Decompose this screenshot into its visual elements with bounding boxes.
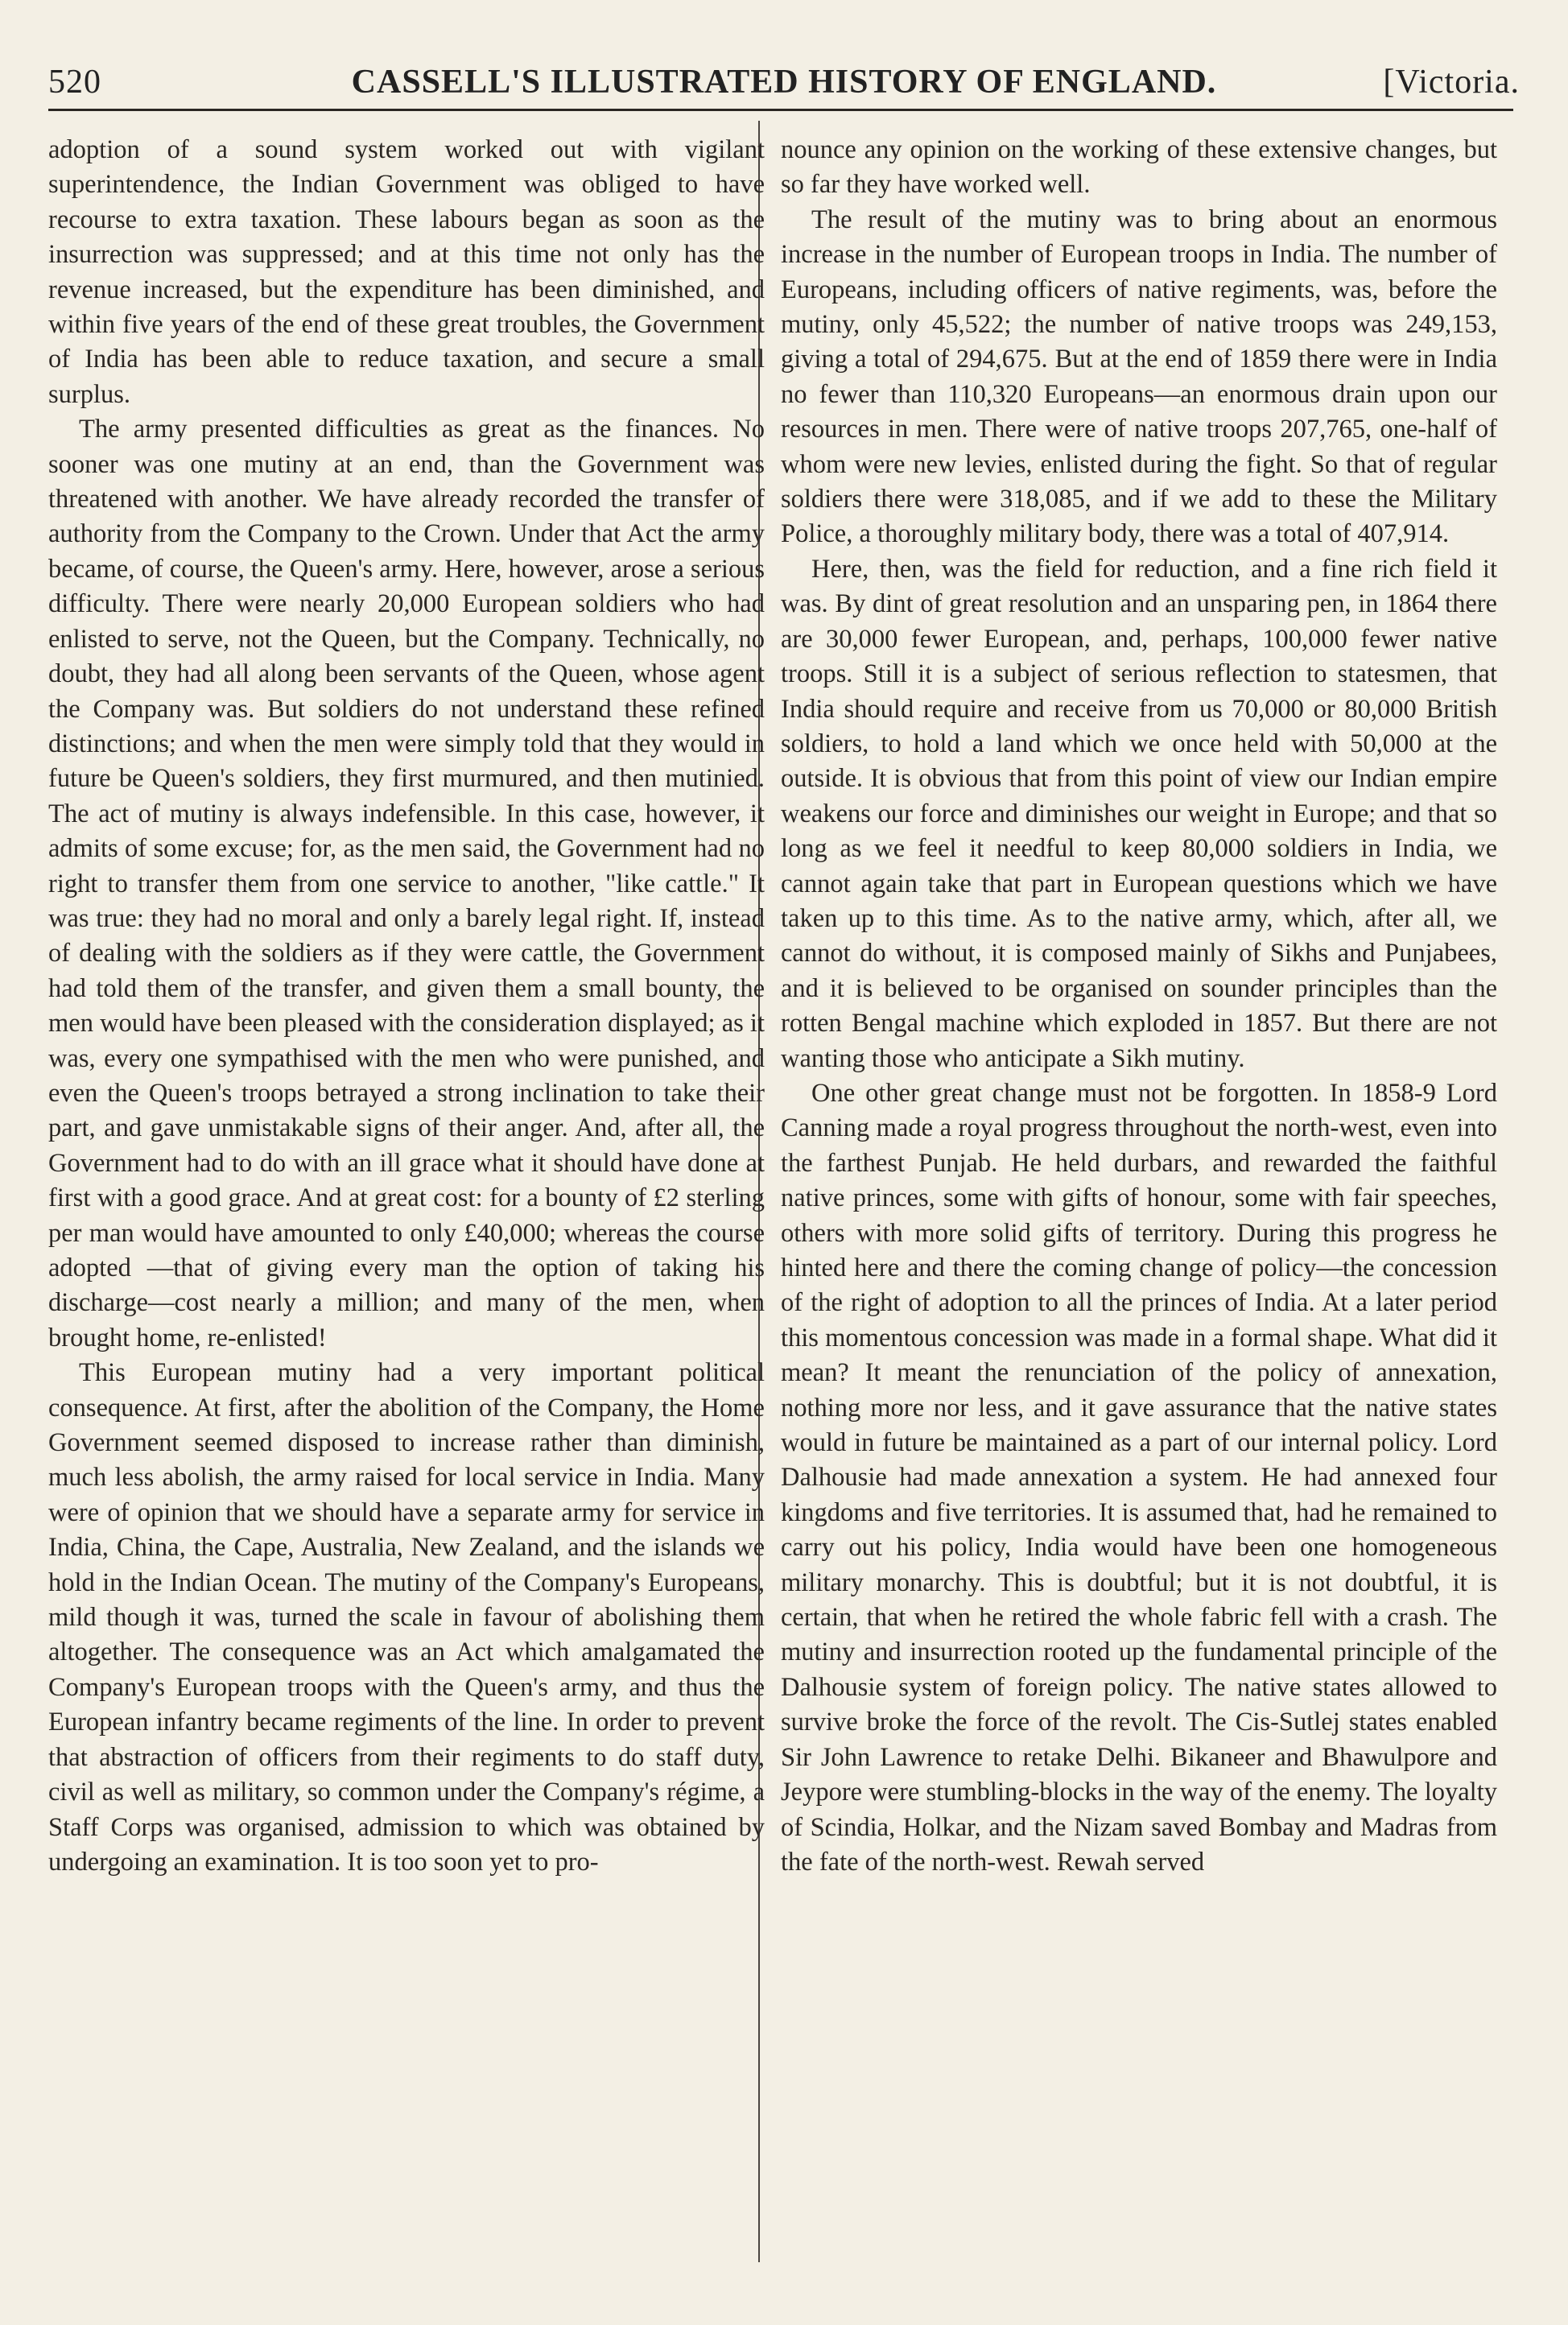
paragraph: This European mutiny had a very important political consequence. At first, after the abolition of the Company, the Home Government seemed disposed to increase rather than diminish, much less abolish, the army raised for local service in India. Many were of opinion that we should have a separate army for service in India, China, the Cape, Australia, New Zealand, and the islands we hold in the Indian Ocean. The mutiny of the Company's Europeans, mild though it was, turned the scale in favour of abolishing them altogether. The consequence was an Act which amalgamated the Company's European troops with the Queen's army, and thus the European infantry became regiments of the line. In order to prevent that abstraction of officers from their regiments to do staff duty, civil as well as military, so common under the Company's régime, a Staff Corps was organised, admission to which was obtained by undergoing an examination. It is too soon yet to pro- (48, 1358, 765, 1877)
paragraph: The army presented difficulties as great as the finances. No sooner was one mutiny at an end, than the Government was threatened with another. We have already recorded the transfer of authority from the Company to the Crown. Under that Act the army became, of course, the Queen's army. Here, however, arose a serious difficulty. There were nearly 20,000 European soldiers who had enlisted to serve, not the Queen, but the Company. Technically, no doubt, they had all along been servants of the Queen, whose agent the Company was. But soldiers do not understand these refined distinctions; and when the men were simply told that they would in future be Queen's soldiers, they first murmured, and then mutinied. The act of mutiny is always indefensible. In this case, however, it admits of some excuse; for, as the men said, the Government had no right to transfer them from one service to another, "like cattle." It was true: they had no moral and only a barely legal right. If, instead of dealing with the soldiers as if they were cattle, the Government had told them of the transfer, and given them a small bounty, the men would have been pleased with the consideration displayed; as it was, every one sympathised with the men who were punished, and even the Queen's troops betrayed a strong inclination to take their part, and gave unmistakable signs of their anger. And, after all, the Government had to do with an ill grace what it should have done at first with a good grace. And at great cost: for a bounty of £2 sterling per man would have amounted to only £40,000; whereas the course adopted —that of giving every man the option of taking his discharge—cost nearly a million; and many of the men, when brought home, re-enlisted! (48, 415, 765, 1352)
section-label: [Victoria. (1383, 64, 1520, 101)
header-rule (48, 109, 1513, 111)
left-column (48, 133, 765, 1880)
paragraph: adoption of a sound system worked out with vigilant superintendence, the Indian Government was obliged to have recourse to extra taxation. These labours began as soon as the insurrection was suppressed; and at this time not only has the revenue increased, but the expenditure has been diminished, and within five years of the end of these great troubles, the Government of India has been able to reduce taxation, and secure a small surplus. (48, 135, 765, 409)
page-number: 520 (48, 64, 101, 101)
paragraph: nounce any opinion on the working of these extensive changes, but so far they have worked well. (781, 135, 1497, 200)
running-title: CASSELL'S ILLUSTRATED HISTORY OF ENGLAND. (351, 64, 1217, 101)
right-column (781, 133, 1497, 1880)
paragraph: The result of the mutiny was to bring about an enormous increase in the number of European troops in India. The number of Europeans, including officers of native regiments, was, before the mutiny, only 45,522; the number of native troops was 249,153, giving a total of 294,675. But at the end of 1859 there were in India no fewer than 110,320 Europeans—an enormous drain upon our resources in men. There were of native troops 207,765, one-half of whom were new levies, enlisted during the fight. So that of regular soldiers there were 318,085, and if we add to these the Military Police, a thoroughly military body, there was a total of 407,914. (781, 204, 1497, 549)
paragraph: Here, then, was the field for reduction, and a fine rich field it was. By dint of great resolution and an unsparing pen, in 1864 there are 30,000 fewer European, and, perhaps, 100,000 fewer native troops. Still it is a subject of serious reflection to statesmen, that India should require and receive from us 70,000 or 80,000 British soldiers, to hold a land which we once held with 50,000 at the outside. It is obvious that from this point of view our Indian empire weakens our force and diminishes our weight in Europe; and that so long as we feel it needful to keep 80,000 soldiers in India, we cannot again take that part in European questions which we have taken up to this time. As to the native army, which, after all, we cannot do without, it is composed mainly of Sikhs and Punjabees, and it is believed to be organised on sounder principles than the rotten Bengal machine which exploded in 1857. But there are not wanting those who anticipate a Sikh mutiny. (781, 554, 1497, 1073)
paragraph: One other great change must not be forgotten. In 1858-9 Lord Canning made a royal progress throughout the north-west, even into the farthest Punjab. He held durbars, and rewarded the faithful native princes, some with gifts of honour, some with fair speeches, others with more solid gifts of territory. During this progress he hinted here and there the coming change of policy—the concession of the right of adoption to all the princes of India. At a later period this momentous concession was made in a formal shape. What did it mean? It meant the renunciation of the policy of annexation, nothing more nor less, and it gave assurance that the native states would in future be maintained as a part of our internal policy. Lord Dalhousie had made annexation a system. He had annexed four kingdoms and five territories. It is assumed that, had he remained to carry out his policy, India would have been one homogeneous military monarchy. This is doubtful; but it is not doubtful, it is certain, that when he retired the whole fabric fell with a crash. The mutiny and insurrection rooted up the fundamental principle of the Dalhousie system of foreign policy. The native states allowed to survive broke the force of the revolt. The Cis-Sutlej states enabled Sir John Lawrence to retake Delhi. Bikaneer and Bhawulpore and Jeypore were stumbling-blocks in the way of the enemy. The loyalty of Scindia, Holkar, and the Nizam saved Bombay and Madras from the fate of the north-west. Rewah served (781, 1078, 1497, 1877)
running-header (48, 47, 1520, 103)
